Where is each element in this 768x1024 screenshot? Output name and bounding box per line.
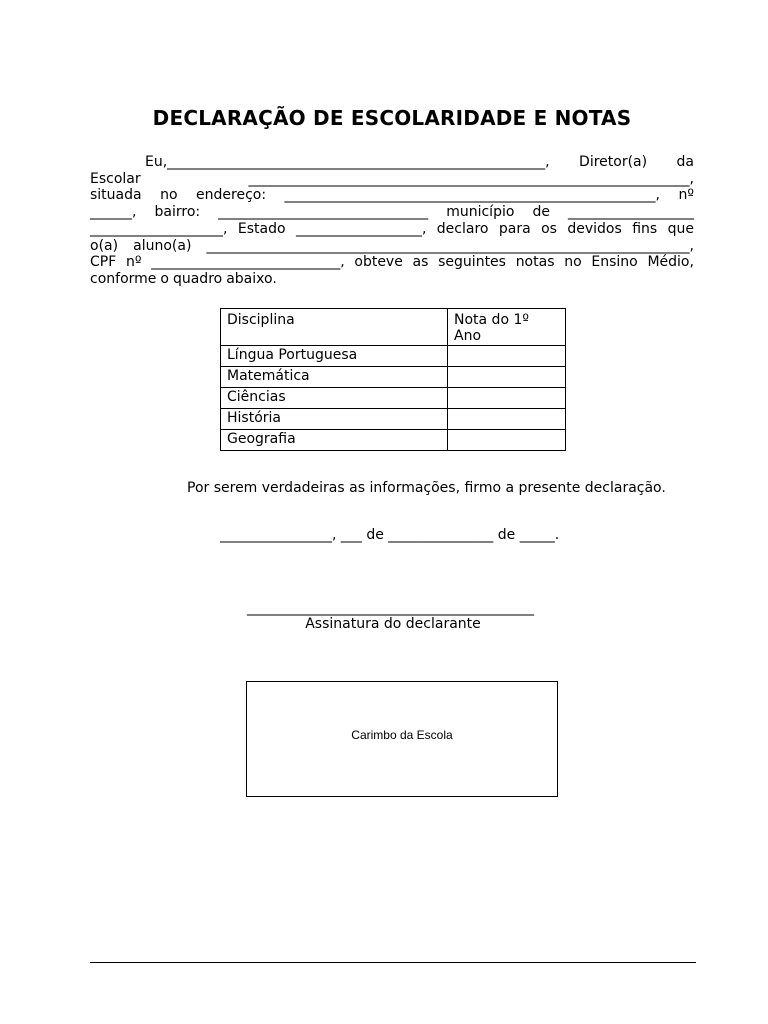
signature-line: _________________________________________ [247, 600, 534, 616]
grade-cell[interactable] [448, 388, 566, 409]
paragraph-word: Diretor(a) [579, 154, 648, 170]
paragraph-word: da [676, 154, 694, 170]
discipline-cell: História [221, 409, 448, 430]
paragraph-line [90, 238, 694, 255]
grade-cell[interactable] [448, 367, 566, 388]
closing-statement: Por serem verdadeiras as informações, firmo a presente declaração. [187, 480, 666, 496]
paragraph-word: no [564, 254, 582, 271]
paragraph-word: obteve [354, 254, 403, 271]
paragraph-word: situada [90, 187, 142, 204]
paragraph-word: devidos [567, 220, 622, 237]
grade-cell[interactable] [448, 409, 566, 430]
paragraph-line [90, 154, 694, 171]
paragraph-word: endereço: [196, 187, 267, 204]
school-stamp-box [246, 681, 558, 797]
paragraph-word: fins [632, 220, 658, 237]
paragraph-word: município [446, 204, 515, 221]
paragraph-word: o [160, 270, 169, 287]
table-row [221, 367, 566, 388]
paragraph-word: que [667, 220, 694, 237]
paragraph-word: nº [678, 187, 694, 204]
paragraph-word: Eu,______________________________________________________, [145, 154, 550, 170]
paragraph-word: ______, [90, 204, 137, 221]
stamp-label: Carimbo da Escola [351, 728, 453, 742]
discipline-cell: Geografia [221, 430, 448, 451]
table-row [221, 388, 566, 409]
grades-table [220, 308, 566, 451]
paragraph-word: aluno(a) [133, 237, 192, 254]
paragraph-word: abaixo. [226, 270, 277, 287]
discipline-cell: Língua Portuguesa [221, 346, 448, 367]
paragraph-word: no [160, 187, 178, 204]
table-row [221, 346, 566, 367]
paragraph-line [90, 204, 694, 221]
declaration-paragraph [90, 154, 694, 288]
discipline-cell: Ciências [221, 388, 448, 409]
paragraph-word: os [541, 220, 557, 237]
paragraph-word: ______________________________ [218, 204, 429, 221]
paragraph-word: ___________________, [90, 220, 228, 237]
grade-cell[interactable] [448, 430, 566, 451]
paragraph-word: CPF [90, 254, 117, 271]
table-row [221, 430, 566, 451]
header-grade: Nota do 1º Ano [448, 309, 566, 346]
paragraph-word: declaro [436, 220, 489, 237]
paragraph-word: de [532, 204, 550, 221]
paragraph-word: _____________________________________________________________________, [206, 237, 694, 254]
paragraph-word: seguintes [438, 254, 506, 271]
paragraph-word: nº [126, 254, 142, 271]
paragraph-word: para [498, 220, 531, 237]
paragraph-word: Estado [237, 220, 286, 237]
grade-cell[interactable] [448, 346, 566, 367]
signature-caption: Assinatura do declarante [305, 616, 481, 632]
header-discipline: Disciplina [221, 309, 448, 346]
paragraph-word: _______________________________________________________________, [248, 170, 694, 187]
paragraph-word: ___________________________, [151, 254, 345, 271]
paragraph-word: bairro: [154, 204, 201, 221]
paragraph-word: as [412, 254, 429, 271]
paragraph-line [90, 254, 694, 271]
paragraph-word: __________________, [295, 220, 427, 237]
paragraph-word: conforme [90, 270, 157, 287]
paragraph-word: Escolar [90, 170, 141, 187]
paragraph-line [90, 271, 694, 288]
paragraph-word: o(a) [90, 237, 119, 254]
paragraph-line [90, 221, 694, 238]
paragraph-word: __________________ [568, 204, 694, 221]
paragraph-line [90, 171, 694, 188]
paragraph-line [90, 187, 694, 204]
date-line: ________________, ___ de _______________ de _____. [220, 527, 560, 543]
paragraph-word: Médio, [647, 254, 694, 271]
document-title: DECLARAÇÃO DE ESCOLARIDADE E NOTAS [152, 106, 632, 130]
paragraph-word: _____________________________________________________, [284, 187, 660, 204]
paragraph-word: quadro [172, 270, 223, 287]
table-row [221, 409, 566, 430]
paragraph-word: Ensino [591, 254, 638, 271]
table-header-row [221, 309, 566, 346]
footer-divider [90, 962, 696, 963]
paragraph-word: notas [515, 254, 555, 271]
discipline-cell: Matemática [221, 367, 448, 388]
